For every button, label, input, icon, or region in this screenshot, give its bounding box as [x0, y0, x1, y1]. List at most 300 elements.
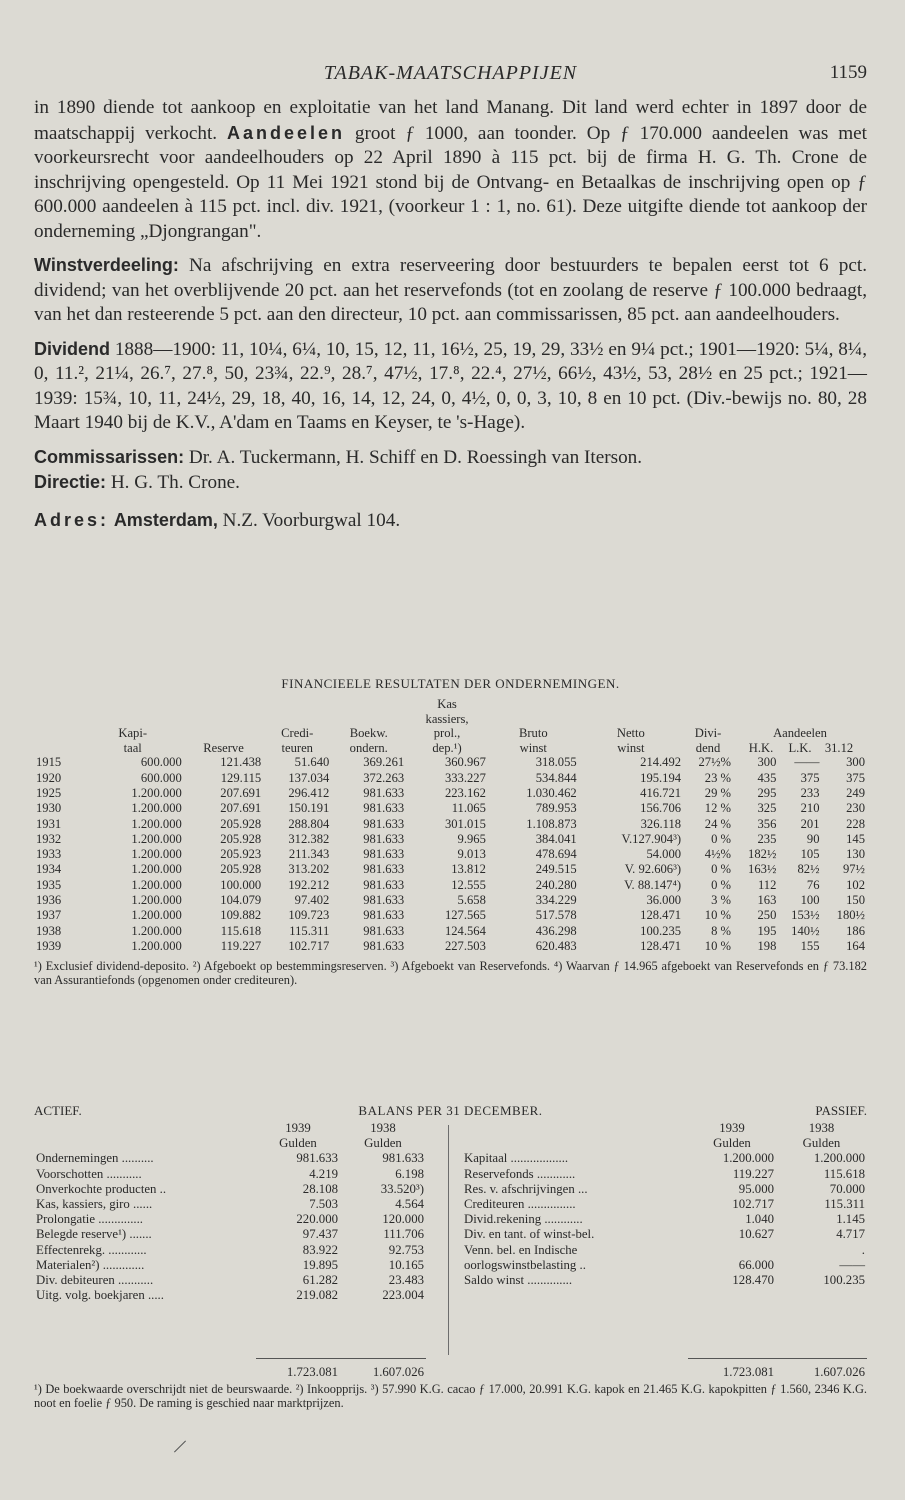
cell-hk: 198: [757, 938, 777, 953]
balance-label: Voorschotten ...........: [36, 1166, 142, 1181]
cell-boekwaarde: 981.633: [363, 786, 405, 800]
cell-d3112: 230: [846, 801, 865, 816]
header-boekwaarde: Boekw. ondern.: [349, 726, 388, 755]
row-year: 1939: [36, 938, 62, 953]
balance-label: Venn. bel. en Indische: [464, 1242, 578, 1257]
cell-netto: 54.000: [646, 847, 682, 862]
cell-d3112: 97½: [842, 862, 865, 877]
cell-kas: 9.965: [457, 831, 486, 846]
cell-reserve: 104.079: [220, 893, 262, 908]
cell-reserve: 109.882: [220, 908, 262, 923]
dividend-text: 1888—1900: 11, 10¼, 6¼, 10, 15, 12, 11, 16½, 25, 19, 29, 33½ en 9¼ pct.; 1901—1920: 5¼, 8¼, 0, 11.², 21¼, 26.⁷, 27.⁸, 50, 23¾, 22.⁹, 28.⁷, 47½, 17.⁸, 22.⁴, 27½, 66½, 43½, 53, 28½ en 25 pct.; 1921—1939: 15¾, 10, 11, 24½, 29, 18, 40, 16, 14, 12, 24, 0, 4½, 0, 0, 3, 10, 8 en 10 pct. (Div.-bewijs no. 80, 28 Maart 1940 bij de K.V., A'dam en Taams en Keyser, te 's-Hage).: [34, 338, 867, 433]
row-year: 1930: [36, 801, 62, 816]
cell-kapitaal: 600.000: [140, 770, 182, 785]
row-year: 1920: [36, 770, 62, 785]
balance-value-1938: 115.311: [824, 1197, 865, 1212]
cell-kapitaal: 1.200.000: [131, 938, 182, 953]
header-kapitaal: Kapi- taal: [118, 726, 148, 755]
cell-boekwaarde: 981.633: [363, 923, 405, 938]
balance-row: [462, 1151, 867, 1166]
cell-netto: 36.000: [646, 893, 682, 908]
commissarissen-text: Dr. A. Tuckermann, H. Schiff en D. Roessingh van Iterson.: [184, 446, 643, 468]
table-row: [34, 862, 867, 877]
cell-crediteuren: 97.402: [294, 893, 330, 908]
header-kas: Kas kassiers, prol., dep.¹): [425, 697, 469, 755]
balance-label: Kapitaal ..................: [464, 1151, 569, 1166]
cell-lk: 201: [800, 816, 820, 831]
passief-unit-1938: Gulden: [802, 1136, 841, 1151]
cell-hk: 195: [757, 923, 777, 938]
adres-city: Amsterdam,: [113, 509, 218, 530]
table-row: [34, 786, 867, 801]
cell-bruto: 240.280: [535, 877, 577, 892]
cell-netto: V.127.904³): [621, 831, 682, 846]
table-header-row: [34, 697, 867, 755]
cell-hk: 163: [757, 893, 777, 908]
cell-hk: 112: [757, 877, 777, 892]
balance-label: Div. en tant. of winst-bel.: [464, 1227, 595, 1242]
cell-reserve: 205.928: [220, 831, 262, 846]
actief-total-row: [256, 1365, 426, 1380]
actief-total-1938: 1.607.026: [372, 1365, 424, 1379]
cell-dividend: 4½%: [704, 847, 731, 862]
balance-label: Onverkochte producten ..: [36, 1181, 167, 1196]
cell-bruto: 318.055: [535, 755, 577, 770]
cell-lk: 105: [800, 847, 820, 862]
cell-kas: 127.565: [444, 908, 486, 923]
cell-bruto: 249.515: [535, 862, 577, 877]
balance-label: Reservefonds ............: [464, 1166, 576, 1181]
balance-value-1939: 97.437: [302, 1227, 338, 1242]
dividend-label: Dividend: [34, 338, 111, 359]
cell-boekwaarde: 981.633: [363, 908, 405, 923]
cell-kas: 227.503: [444, 938, 486, 953]
cell-hk: 435: [757, 770, 777, 785]
pencil-mark: [174, 1440, 186, 1452]
cell-hk: 182½: [748, 847, 777, 862]
balance-row: [462, 1197, 867, 1212]
passief-column: [462, 1121, 867, 1288]
balance-value-1938: 1.200.000: [813, 1151, 865, 1166]
winstverdeeling-paragraph: [34, 253, 867, 328]
balance-row: [34, 1151, 426, 1166]
balance-value-1939: 102.717: [732, 1197, 774, 1212]
cell-d3112: 130: [846, 847, 865, 862]
cell-reserve: 207.691: [220, 801, 262, 816]
adres-street: N.Z. Voorburgwal 104.: [217, 509, 401, 531]
cell-boekwaarde: 981.633: [363, 801, 405, 816]
header-crediteuren: Credi- teuren: [281, 726, 314, 755]
cell-hk: 300: [757, 755, 777, 770]
balance-value-1939: 1.040: [745, 1212, 774, 1227]
cell-crediteuren: 313.202: [288, 862, 330, 877]
cell-lk: 233: [800, 786, 820, 800]
balance-label: oorlogswinstbelasting ..: [464, 1257, 586, 1272]
cell-dividend: 29 %: [704, 786, 731, 800]
cell-bruto: 789.953: [535, 801, 577, 816]
cell-kapitaal: 1.200.000: [131, 908, 182, 923]
cell-hk: 250: [757, 908, 777, 923]
cell-lk: 90: [806, 831, 820, 846]
cell-d3112: 164: [846, 938, 865, 953]
passief-year-1938: 1938: [808, 1121, 835, 1135]
balance-row: [34, 1182, 426, 1197]
balance-columns: [34, 1121, 867, 1381]
financial-results-body: [34, 755, 867, 954]
cell-crediteuren: 109.723: [288, 908, 330, 923]
balance-label: Kas, kassiers, giro ......: [36, 1197, 153, 1212]
passief-label: PASSIEF.: [815, 1103, 867, 1118]
balance-value-1938: 4.717: [836, 1227, 865, 1242]
passief-unit-1939: Gulden: [713, 1136, 751, 1151]
balance-value-1938: 6.198: [395, 1166, 424, 1181]
balance-value-1939: [688, 1243, 776, 1258]
cell-bruto: 384.041: [535, 831, 577, 846]
balance-value-1939: 4.219: [309, 1166, 338, 1181]
cell-d3112: 180½: [836, 908, 865, 923]
balance-row: [462, 1167, 867, 1182]
cell-lk: 153½: [791, 908, 820, 923]
cell-reserve: 205.923: [220, 847, 262, 862]
balance-row: [34, 1167, 426, 1182]
passief-total-1939: 1.723.081: [722, 1365, 775, 1379]
cell-boekwaarde: 981.633: [363, 816, 405, 831]
balance-row: [34, 1258, 426, 1273]
actief-unit-1938: Gulden: [364, 1136, 402, 1151]
balance-value-1938: .: [861, 1242, 865, 1257]
cell-kapitaal: 1.200.000: [131, 831, 182, 846]
header-netto: Netto winst: [616, 726, 645, 755]
directie-paragraph: [34, 470, 867, 496]
cell-kapitaal: 1.200.000: [131, 893, 182, 908]
cell-netto: 156.706: [640, 801, 682, 816]
balance-value-1938: 70.000: [829, 1181, 865, 1196]
cell-boekwaarde: 981.633: [363, 831, 405, 846]
balance-value-1938: 100.235: [823, 1273, 865, 1288]
actief-total-1939: 1.723.081: [286, 1365, 339, 1379]
cell-bruto: 436.298: [535, 923, 577, 938]
cell-bruto: 534.844: [535, 770, 577, 785]
table-row: [34, 755, 867, 770]
cell-netto: 416.721: [640, 786, 682, 800]
balance-section: [34, 1103, 867, 1381]
cell-bruto: 334.229: [535, 893, 577, 908]
dividend-paragraph: [34, 337, 867, 436]
table-row: [34, 847, 867, 862]
financial-results-table: [34, 697, 867, 954]
actief-unit-1939: Gulden: [279, 1136, 317, 1151]
passief-year-1939: 1939: [719, 1121, 745, 1135]
cell-crediteuren: 150.191: [288, 801, 330, 816]
balance-label: Div. debiteuren ...........: [36, 1273, 154, 1288]
actief-total-rule: [256, 1358, 426, 1359]
passief-total-row: [688, 1365, 867, 1380]
intro-text-2: groot ƒ 1000, aan toonder. Op ƒ 170.000 aandeelen was met voorkeursrecht voor aandeelhouders op 22 April 1890 à 115 pct. bij de firma H. G. Th. Crone de inschrijving opengesteld. Op 11 Mei 1921 stond bij de Ontvang- en Betaalkas de inschrijving open op ƒ 600.000 aandeelen à 115 pct. incl. div. 1921, (voorkeur 1 : 1, no. 61). Deze uitgifte diende tot aankoop der onderneming „Djongrangan".: [34, 122, 868, 242]
table-row: [34, 908, 867, 923]
cell-netto: 128.471: [640, 938, 682, 953]
cell-kas: 223.162: [444, 786, 486, 800]
balance-footnote: ¹) De boekwaarde overschrijdt niet de beurswaarde. ²) Inkoopprijs. ³) 57.990 K.G. cacao ƒ 17.000, 20.991 K.G. kapok en 21.465 K.G. kapokpitten ƒ 1.560, 2346 K.G. noot en foelie ƒ 950. De raming is geschied naar marktprijzen.: [34, 1382, 867, 1410]
cell-lk: 76: [806, 877, 820, 892]
cell-kas: 9.013: [457, 847, 486, 862]
actief-year-1939: 1939: [285, 1121, 311, 1135]
commissarissen-label: Commissarissen:: [34, 446, 185, 467]
intro-paragraph: [34, 96, 867, 244]
cell-kas: 13.812: [451, 862, 486, 877]
winstverdeeling-text: Na afschrijving en extra reserveering door bestuurders te bepalen eerst tot 6 pct. dividend; van het overblijvende 20 pct. aan het reservefonds (tot en zoolang de reserve ƒ 100.000 bedraagt, van het dan resteerende 5 pct. aan den directeur, 10 pct. aan commissarissen, 85 pct. aan aandeelhouders.: [34, 255, 867, 325]
balance-row: [34, 1273, 426, 1288]
cell-kas: 333.227: [444, 770, 486, 785]
balance-value-1939: 7.503: [309, 1197, 338, 1212]
cell-hk: 163½: [748, 862, 777, 877]
cell-boekwaarde: 981.633: [363, 862, 405, 877]
row-year: 1937: [36, 908, 62, 923]
actief-table: [34, 1121, 426, 1303]
cell-kapitaal: 1.200.000: [131, 862, 182, 877]
cell-reserve: 207.691: [220, 786, 262, 800]
cell-crediteuren: 115.311: [289, 923, 330, 938]
balance-value-1939: 61.282: [302, 1273, 338, 1288]
table-row: [34, 924, 867, 939]
cell-kapitaal: 1.200.000: [131, 923, 182, 938]
cell-reserve: 205.928: [220, 816, 262, 831]
cell-d3112: 249: [846, 786, 865, 800]
cell-crediteuren: 288.804: [288, 816, 330, 831]
balance-value-1939: 10.627: [738, 1227, 774, 1242]
balance-row: [34, 1288, 426, 1303]
cell-netto: V. 88.147⁴): [624, 877, 682, 892]
column-divider: [448, 1125, 449, 1355]
cell-kas: 124.564: [444, 923, 486, 938]
cell-reserve: 205.928: [220, 862, 262, 877]
row-year: 1933: [36, 847, 62, 862]
winstverdeeling-label: Winstverdeeling:: [34, 255, 179, 275]
cell-dividend: 10 %: [704, 908, 731, 923]
balance-row: [462, 1273, 867, 1288]
balance-value-1939: 128.470: [732, 1273, 774, 1288]
cell-lk: ——: [794, 755, 820, 770]
row-year: 1925: [36, 786, 62, 800]
financial-results-title: FINANCIEELE RESULTATEN DER ONDERNEMINGEN.: [281, 676, 620, 691]
balance-label: Res. v. afschrijvingen ...: [464, 1181, 588, 1196]
row-year: 1915: [36, 755, 62, 770]
table-row: [34, 801, 867, 816]
cell-bruto: 620.483: [535, 938, 577, 953]
balance-row: [34, 1197, 426, 1212]
balance-value-1939: 219.082: [296, 1288, 338, 1303]
balance-label: Divid.rekening ............: [464, 1212, 583, 1227]
cell-bruto: 1.030.462: [526, 786, 577, 800]
body-text: [34, 96, 867, 542]
balance-title: BALANS PER 31 DECEMBER.: [358, 1103, 543, 1118]
balance-label: Effectenrekg. ............: [36, 1242, 147, 1257]
cell-dividend: 27½%: [698, 755, 731, 770]
cell-crediteuren: 51.640: [294, 755, 330, 770]
cell-dividend: 0 %: [711, 831, 731, 846]
cell-dividend: 12 %: [704, 801, 731, 816]
cell-lk: 140½: [791, 923, 820, 938]
balance-label: Crediteuren ...............: [464, 1197, 576, 1212]
cell-kas: 11.065: [451, 801, 486, 816]
cell-reserve: 115.618: [220, 923, 262, 938]
balance-value-1938: 120.000: [382, 1212, 424, 1227]
row-year: 1934: [36, 862, 62, 877]
balance-value-1938: 33.520³): [380, 1181, 424, 1196]
adres-paragraph: [34, 508, 867, 534]
page-number: 1159: [829, 62, 867, 83]
financial-results-footnote: ¹) Exclusief dividend-deposito. ²) Afgeboekt op bestemmingsreserven. ³) Afgeboekt van Reservefonds. ⁴) Waarvan ƒ 14.965 afgeboekt van Reservefonds en ƒ 73.182 van Assurantiefonds (opgenomen onder crediteuren).: [34, 959, 867, 987]
header-reserve: Reserve: [203, 740, 244, 755]
table-row: [34, 832, 867, 847]
table-row: [34, 939, 867, 954]
cell-crediteuren: 312.382: [288, 831, 330, 846]
running-title: TABAK-MAATSCHAPPIJEN: [323, 62, 578, 84]
balance-label: Uitg. volg. boekjaren .....: [36, 1288, 164, 1303]
cell-dividend: 23 %: [704, 770, 731, 785]
balance-value-1939: 28.108: [302, 1181, 338, 1196]
cell-crediteuren: 102.717: [288, 938, 330, 953]
cell-reserve: 100.000: [220, 877, 262, 892]
cell-lk: 82½: [797, 862, 820, 877]
commissarissen-paragraph: [34, 445, 867, 471]
header-aandeelen: Aandeelen H.K. L.K. 31.12: [748, 726, 854, 755]
cell-netto: 214.492: [640, 755, 682, 770]
balance-row: [34, 1227, 426, 1242]
cell-netto: V. 92.606³): [624, 862, 682, 877]
cell-hk: 295: [757, 786, 777, 800]
cell-dividend: 24 %: [704, 816, 731, 831]
cell-crediteuren: 192.212: [288, 877, 330, 892]
cell-boekwaarde: 372.263: [363, 770, 405, 785]
balance-value-1938: 1.145: [836, 1212, 865, 1227]
directie-label: Directie:: [34, 472, 107, 492]
balance-row: [462, 1227, 867, 1242]
cell-d3112: 150: [846, 893, 865, 908]
balance-value-1938: 981.633: [382, 1151, 424, 1166]
cell-kapitaal: 1.200.000: [131, 847, 182, 862]
cell-kapitaal: 1.200.000: [131, 816, 182, 831]
cell-d3112: 375: [846, 770, 865, 785]
cell-dividend: 8 %: [711, 923, 731, 938]
balance-value-1938: 115.618: [823, 1166, 865, 1181]
table-row: [34, 893, 867, 908]
row-year: 1932: [36, 831, 62, 846]
directie-text: H. G. Th. Crone.: [106, 472, 240, 493]
balance-label: Saldo winst ..............: [464, 1273, 573, 1288]
balance-row: [462, 1258, 867, 1273]
balance-row: [34, 1212, 426, 1227]
balance-value-1938: 92.753: [388, 1242, 424, 1257]
cell-hk: 235: [757, 831, 777, 846]
balance-row: [34, 1243, 426, 1258]
cell-hk: 356: [757, 816, 777, 831]
cell-dividend: 0 %: [711, 877, 731, 892]
balance-value-1939: 220.000: [296, 1212, 338, 1227]
cell-reserve: 129.115: [220, 770, 262, 785]
cell-dividend: 3 %: [711, 893, 731, 908]
cell-d3112: 300: [846, 755, 865, 770]
cell-boekwaarde: 369.261: [363, 755, 405, 770]
balance-label: Belegde reserve¹) .......: [36, 1227, 152, 1242]
adres-label: Adres:: [34, 509, 110, 530]
cell-lk: 210: [800, 801, 820, 816]
passief-table: [462, 1121, 867, 1288]
page-header: [34, 62, 867, 88]
cell-crediteuren: 296.412: [288, 786, 330, 800]
cell-boekwaarde: 981.633: [363, 877, 405, 892]
cell-bruto: 517.578: [535, 908, 577, 923]
cell-d3112: 228: [846, 816, 865, 831]
balance-value-1939: 19.895: [302, 1257, 338, 1272]
balance-value-1938: 23.483: [388, 1273, 424, 1288]
cell-hk: 325: [757, 801, 777, 816]
cell-kapitaal: 1.200.000: [131, 877, 182, 892]
intro-text-1: in 1890 diende tot aankoop en exploitatie van het land Manang. Dit land werd echter in 1897 door de maatschappij verkocht.: [34, 97, 867, 144]
balance-value-1939: 981.633: [296, 1151, 338, 1166]
balance-value-1938: ——: [839, 1257, 865, 1272]
actief-column: [34, 1121, 426, 1303]
balance-value-1938: 4.564: [395, 1197, 424, 1212]
cell-bruto: 478.694: [535, 847, 577, 862]
balance-value-1939: 119.227: [732, 1166, 774, 1181]
cell-boekwaarde: 981.633: [363, 938, 405, 953]
table-row: [34, 771, 867, 786]
header-bruto: Bruto winst: [518, 726, 548, 755]
cell-reserve: 119.227: [220, 938, 262, 953]
balance-value-1939: 66.000: [738, 1257, 774, 1272]
header-dividend: Divi- dend: [694, 726, 722, 755]
cell-boekwaarde: 981.633: [363, 847, 405, 862]
cell-netto: 195.194: [640, 770, 682, 785]
cell-d3112: 102: [846, 877, 865, 892]
balance-value-1938: 111.706: [383, 1227, 424, 1242]
cell-reserve: 121.438: [220, 755, 262, 770]
balance-label: Ondernemingen ..........: [36, 1151, 154, 1166]
balance-row: [462, 1182, 867, 1197]
cell-kas: 301.015: [444, 816, 486, 831]
cell-d3112: 186: [846, 923, 865, 938]
cell-kas: 5.658: [457, 893, 486, 908]
cell-lk: 155: [800, 938, 820, 953]
cell-lk: 375: [800, 770, 820, 785]
balance-value-1939: 83.922: [302, 1242, 338, 1257]
cell-netto: 100.235: [640, 923, 682, 938]
cell-crediteuren: 211.343: [288, 847, 330, 862]
cell-dividend: 10 %: [704, 938, 731, 953]
balance-header: [34, 1103, 867, 1121]
balance-value-1938: 10.165: [388, 1257, 424, 1272]
table-row: [34, 817, 867, 832]
row-year: 1936: [36, 893, 62, 908]
cell-kapitaal: 1.200.000: [131, 786, 182, 800]
balance-label: Prolongatie ..............: [36, 1212, 143, 1227]
passief-total-1938: 1.607.026: [813, 1365, 865, 1379]
balance-label: Materialen²) .............: [36, 1257, 145, 1272]
cell-lk: 100: [800, 893, 820, 908]
row-year: 1931: [36, 816, 62, 831]
cell-kas: 360.967: [444, 755, 486, 770]
passief-total-rule: [688, 1358, 867, 1359]
aandeelen-label: Aandeelen: [226, 122, 346, 143]
cell-dividend: 0 %: [711, 862, 731, 877]
balance-row: [462, 1243, 867, 1258]
table-row: [34, 878, 867, 893]
row-year: 1938: [36, 923, 62, 938]
financial-results-section: [34, 676, 867, 987]
cell-netto: 326.118: [640, 816, 682, 831]
cell-netto: 128.471: [640, 908, 682, 923]
cell-kapitaal: 600.000: [140, 755, 182, 770]
